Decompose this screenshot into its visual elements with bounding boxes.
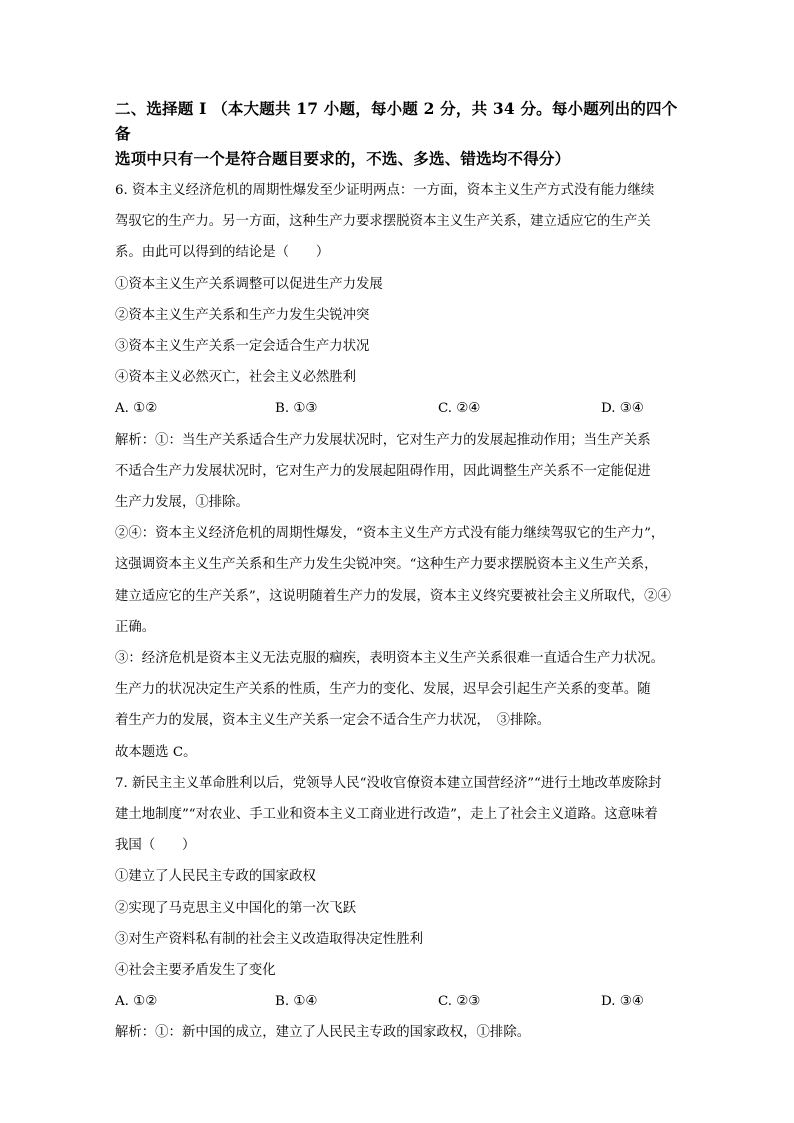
analysis-line: 着生产力的发展，资本主义生产关系一定会不适合生产力状况， ③排除。: [115, 713, 551, 729]
question-stem-line: 7. 新民主主义革命胜利以后，党领导人民“没收官僚资本建立国营经济”“进行土地改革废除封: [115, 775, 662, 791]
question-stem-line: 系。由此可以得到的结论是（ ）: [115, 245, 330, 261]
statement-item: ②资本主义生产关系和生产力发生尖锐冲突: [115, 307, 370, 323]
statement-item: ③资本主义生产关系一定会适合生产力状况: [115, 339, 370, 355]
option-a: A. ①②: [115, 401, 158, 417]
option-b: B. ①③: [275, 401, 318, 417]
analysis-line: ②④：资本主义经济危机的周期性爆发，“资本主义生产方式没有能力继续驾驭它的生产力”，: [115, 526, 665, 542]
statement-item: ④资本主义必然灭亡，社会主义必然胜利: [115, 370, 357, 386]
answer-options: [115, 986, 685, 1017]
analysis-line: 解析：①：新中国的成立，建立了人民民主专政的国家政权，①排除。: [115, 1025, 531, 1041]
analysis-line: 正确。: [115, 619, 156, 635]
question-stem-line: 我国（ ）: [115, 838, 196, 854]
option-a: A. ①②: [115, 994, 158, 1010]
statement-item: ③对生产资料私有制的社会主义改造取得决定性胜利: [115, 931, 423, 947]
question-7: [115, 768, 685, 1049]
section-title-line: 二、选择题 I （本大题共 17 小题，每小题 2 分，共 34 分。每小题列出的四个备: [115, 99, 678, 143]
answer-options: [115, 393, 685, 424]
option-c: C. ②④: [438, 401, 481, 417]
question-stem-line: 驾驭它的生产力。另一方面，这种生产力要求摆脱资本主义生产关系，建立适应它的生产关: [115, 214, 651, 230]
option-d: D. ③④: [601, 994, 644, 1010]
option-c: C. ②③: [438, 994, 481, 1010]
option-d: D. ③④: [601, 401, 644, 417]
question-stem-line: 建土地制度”“对农业、手工业和资本主义工商业进行改造”，走上了社会主义道路。这意味着: [115, 807, 658, 823]
statement-item: ②实现了马克思主义中国化的第一次飞跃: [115, 900, 357, 916]
question-6: [115, 175, 685, 768]
analysis-line: 生产力发展，①排除。: [115, 495, 249, 511]
statement-item: ①建立了人民民主专政的国家政权: [115, 869, 316, 885]
statement-item: ④社会主要矛盾发生了变化: [115, 963, 276, 979]
analysis-line: 不适合生产力发展状况时，它对生产力的发展起阻碍作用，因此调整生产关系不一定能促进: [115, 463, 651, 479]
question-stem-line: 6. 资本主义经济危机的周期性爆发至少证明两点：一方面，资本主义生产方式没有能力继续: [115, 183, 655, 198]
section-title-line: 选项中只有一个是符合题目要求的，不选、多选、错选均不得分）: [115, 149, 571, 168]
document-page: [115, 96, 685, 1049]
analysis-line: 建立适应它的生产关系”，这说明随着生产力的发展，资本主义终究要被社会主义所取代，②④: [115, 588, 671, 604]
analysis-line: ③：经济危机是资本主义无法克服的痼疾，表明资本主义生产关系很难一直适合生产力状况。: [115, 651, 665, 667]
statement-item: ①资本主义生产关系调整可以促进生产力发展: [115, 276, 383, 292]
section-title: [115, 96, 685, 171]
option-b: B. ①④: [275, 994, 318, 1010]
answer-line: 故本题选 C。: [115, 744, 197, 760]
analysis-line: 这强调资本主义生产关系和生产力发生尖锐冲突。“这种生产力要求摆脱资本主义生产关系，: [115, 557, 658, 573]
analysis-line: 解析：①：当生产关系适合生产力发展状况时，它对生产力的发展起推动作用；当生产关系: [115, 432, 651, 448]
analysis-line: 生产力的状况决定生产关系的性质，生产力的变化、发展，迟早会引起生产关系的变革。随: [115, 682, 651, 698]
